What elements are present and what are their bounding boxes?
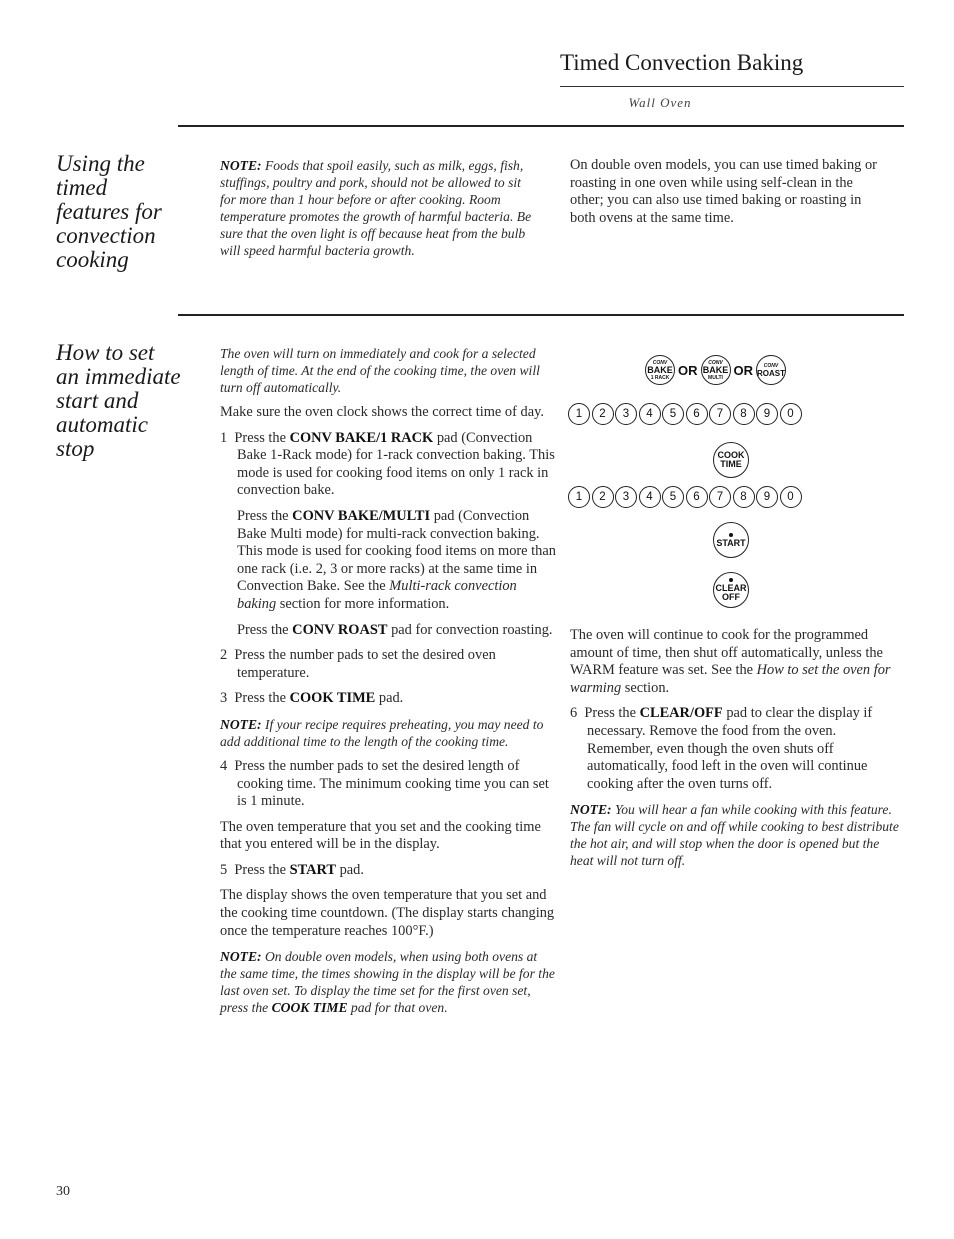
number-pad-7[interactable]: 7 [709, 486, 731, 508]
heading-line: stop [56, 436, 95, 461]
section2-instructions [220, 345, 556, 1024]
number-pad-9[interactable]: 9 [756, 403, 778, 425]
step-6: 6 Press the CLEAR/OFF pad to clear the display if necessary. Remove the food from the oven. Remember, even though the oven shuts off automatically, food left in the oven will continue cooking after the oven turns off. [570, 705, 873, 792]
heading-line: convection [56, 223, 156, 248]
or-label: OR [678, 362, 698, 378]
number-pad-7[interactable]: 7 [709, 403, 731, 425]
number-pad-5[interactable]: 5 [662, 486, 684, 508]
note-fan: NOTE: You will hear a fan while cooking with this feature. The fan will cycle on and off while cooking to best distribute the hot air, and will stop when the door is opened but the heat will not turn off. [570, 802, 899, 869]
section1-note [220, 157, 535, 259]
number-pad-3[interactable]: 3 [615, 486, 637, 508]
section1-right-text [570, 157, 888, 227]
section2-right-text [570, 627, 904, 877]
step-3: 3 Press the COOK TIME pad. [220, 690, 404, 707]
step-1-roast: Press the CONV ROAST pad for convection roasting. [237, 621, 553, 638]
note-text: Foods that spoil easily, such as milk, eggs, fish, stuffings, poultry and pork, should not be allowed to sit for more than 1 hour before or after cooking. Room temperature promotes the growth of harmful bacteria. Be sure that the oven light is off because heat from the bulb will speed harmful bacteria growth. [220, 158, 532, 258]
section2-heading [56, 341, 181, 461]
conv-bake-multi-pad[interactable]: CONV BAKE MULTI [701, 355, 731, 385]
step-4: 4 Press the number pads to set the desired length of cooking time. The minimum cooking time you can set is 1 minute. [220, 757, 549, 810]
indicator-dot-icon [729, 578, 733, 582]
clock-text: Make sure the oven clock shows the correct time of day. [220, 404, 544, 420]
note-double-oven: NOTE: On double oven models, when using both ovens at the same time, the times showing in the display will be for the last oven set. To display the time set for the first oven set, press the COOK TIME pad for that oven. [220, 949, 555, 1016]
conv-roast-pad[interactable]: CONV ROAST [756, 355, 786, 385]
number-pads-row-1 [568, 403, 802, 425]
number-pad-0[interactable]: 0 [780, 403, 802, 425]
number-pad-1[interactable]: 1 [568, 486, 590, 508]
section-divider-1 [178, 125, 904, 127]
or-label: OR [733, 362, 753, 378]
conv-bake-1-rack-pad[interactable]: CONV BAKE 1 RACK [645, 355, 675, 385]
start-pad[interactable]: START [713, 522, 749, 558]
page-title: Timed Convection Baking [560, 50, 804, 75]
number-pad-0[interactable]: 0 [780, 486, 802, 508]
number-pad-3[interactable]: 3 [615, 403, 637, 425]
heading-line: start and [56, 388, 139, 413]
page-subtitle: Wall Oven [628, 95, 692, 110]
header-rule [560, 86, 904, 87]
intro-text: The oven will turn on immediately and cook for a selected length of time. At the end of the cooking time, the oven will turn off automatically. [220, 346, 540, 395]
number-pad-9[interactable]: 9 [756, 486, 778, 508]
continue-text: The oven will continue to cook for the programmed amount of time, then shut off automatically, unless the WARM feature was set. See the How to set the oven for warming section. [570, 627, 891, 696]
number-pad-2[interactable]: 2 [592, 403, 614, 425]
note-preheat: NOTE: If your recipe requires preheating, you may need to add additional time to the length of the cooking time. [220, 716, 544, 749]
heading-line: cooking [56, 247, 129, 272]
note-label: NOTE: [220, 158, 262, 173]
clear-off-pad[interactable]: CLEAR OFF [713, 572, 749, 608]
double-oven-text: On double oven models, you can use timed baking or roasting in one oven while using self-clean in the other; you can also use timed baking or roasting in both ovens at the same time. [570, 157, 877, 226]
cook-time-pad[interactable]: COOK TIME [713, 442, 749, 478]
step-1: 1 Press the CONV BAKE/1 RACK pad (Convection Bake 1-Rack mode) for 1-rack convection baking. This mode is used for cooking food items on only 1 rack in convection bake. [220, 429, 555, 499]
number-pad-5[interactable]: 5 [662, 403, 684, 425]
number-pad-6[interactable]: 6 [686, 403, 708, 425]
step-1-multi: Press the CONV BAKE/MULTI pad (Convection Bake Multi mode) for multi-rack convection baking. This mode is used for cooking food items on more than one rack (i.e. 2, 3 or more racks) at the same time in Convection Bake. See the Multi-rack convection baking section for more information. [237, 507, 556, 612]
number-pad-8[interactable]: 8 [733, 403, 755, 425]
heading-line: features for [56, 199, 162, 224]
number-pad-4[interactable]: 4 [639, 403, 661, 425]
number-pads-row-2 [568, 486, 802, 508]
number-pad-4[interactable]: 4 [639, 486, 661, 508]
number-pad-8[interactable]: 8 [733, 486, 755, 508]
number-pad-6[interactable]: 6 [686, 486, 708, 508]
section1-heading [56, 152, 162, 272]
mode-pads-row [645, 355, 786, 385]
number-pad-1[interactable]: 1 [568, 403, 590, 425]
display-text: The oven temperature that you set and the cooking time that you entered will be in the display. [220, 818, 541, 853]
heading-line: an immediate [56, 364, 181, 389]
heading-line: automatic [56, 412, 148, 437]
page-number: 30 [56, 1184, 70, 1199]
number-pad-2[interactable]: 2 [592, 486, 614, 508]
heading-line: Using the [56, 151, 145, 176]
indicator-dot-icon [729, 533, 733, 537]
section-divider-2 [178, 314, 904, 316]
step-2: 2 Press the number pads to set the desired oven temperature. [220, 647, 496, 681]
heading-line: How to set [56, 340, 155, 365]
heading-line: timed [56, 175, 108, 200]
step-5: 5 Press the START pad. [220, 861, 364, 878]
countdown-text: The display shows the oven temperature that you set and the cooking time countdown. (The display starts changing once the temperature reaches 100°F.) [220, 887, 555, 939]
